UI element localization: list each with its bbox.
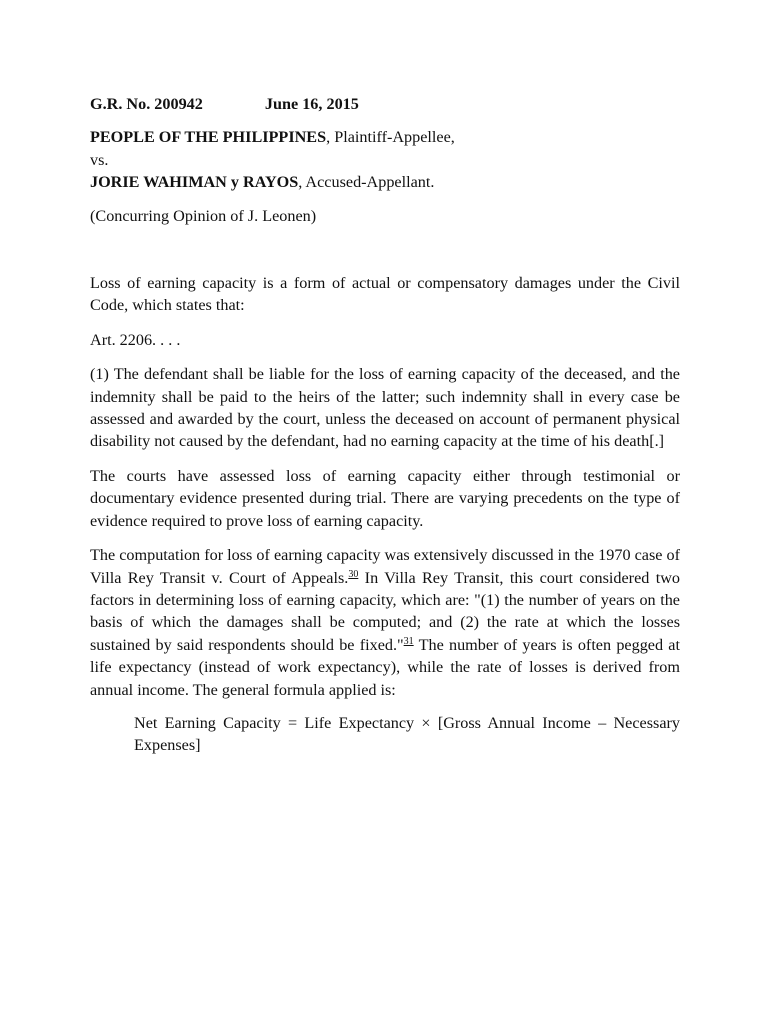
plaintiff-name: PEOPLE OF THE PHILIPPINES xyxy=(90,128,327,147)
case-header xyxy=(90,93,680,115)
plaintiff-role: , Plaintiff-Appellee, xyxy=(326,128,455,147)
decision-date: June 16, 2015 xyxy=(264,95,359,113)
paragraph-intro: Loss of earning capacity is a form of actual or compensatory damages under the Civil Code, which states that: xyxy=(90,274,680,315)
opinion-label: (Concurring Opinion of J. Leonen) xyxy=(90,206,317,225)
quoted-provision: (1) The defendant shall be liable for the loss of earning capacity of the deceased, and the indemnity shall be paid to the heirs of the latter; such indemnity shall in every case be assessed and awarded by the court, unless the deceased on account of permanent physical disability not caused by the defendant, had no earning capacity at the time of his death[.] xyxy=(90,365,680,451)
case-parties xyxy=(90,126,680,193)
computation-text-3: The number of years is often pegged at life expectancy (instead of work expectancy), while the rate of losses is derived from annual income. The general formula applied is: xyxy=(90,635,680,699)
footnote-link-31[interactable]: 31 xyxy=(403,635,414,647)
plaintiff-line xyxy=(90,126,680,148)
earning-capacity-formula: Net Earning Capacity = Life Expectancy × [Gross Annual Income – Necessary Expenses] xyxy=(134,713,680,755)
computation-text-2: In Villa Rey Transit, this court considered two factors in determining loss of earning capacity, which are: "(1) the number of years on the basis of which the damages shall be computed; and (2) the rate at which the losses sustained by said respondents should be fixed." xyxy=(90,568,680,654)
versus-line: vs. xyxy=(90,150,109,169)
accused-line xyxy=(90,171,680,193)
accused-name: JORIE WAHIMAN y RAYOS xyxy=(90,173,299,192)
paragraph-computation xyxy=(90,544,680,701)
paragraph-assessment: The courts have assessed loss of earning capacity either through testimonial or documentary evidence presented during trial. There are varying precedents on the type of evidence required to prove loss of earning capacity. xyxy=(90,466,680,530)
case-number: G.R. No. 200942 xyxy=(90,95,203,113)
computation-text-1: The computation for loss of earning capacity was extensively discussed in the 1970 case of Villa Rey Transit v. Court of Appeals. xyxy=(90,546,680,587)
accused-role: , Accused-Appellant. xyxy=(298,173,435,192)
article-citation: Art. 2206. . . . xyxy=(90,330,181,349)
footnote-link-30[interactable]: 30 xyxy=(348,568,359,580)
